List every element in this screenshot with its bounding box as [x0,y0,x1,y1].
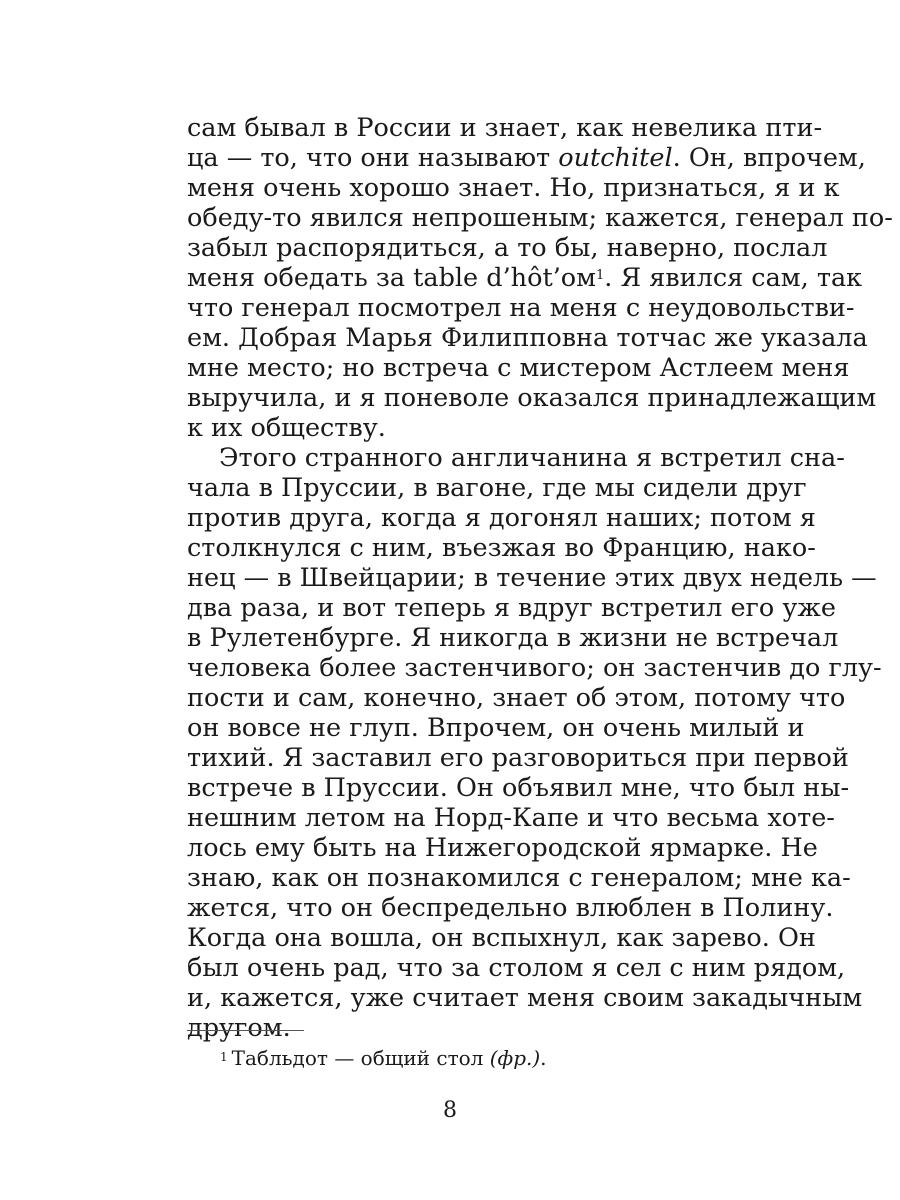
footnote-reference[interactable]: 1 [596,268,605,283]
text-line: нешним летом на Норд-Капе и что весьма хоте- [187,803,835,833]
text-line: меня обедать за table $d’hôt’ом^1$. Я явился сам, так [187,263,863,293]
text-line: другом. [187,1013,291,1043]
text-line: он вовсе не глуп. Впрочем, он очень милый и [187,713,805,743]
text-line: что генерал посмотрел на меня с неудовольстви- [187,293,855,323]
text-line: забыл распорядиться, а то бы, наверно, послал [187,233,828,263]
italic-word: outchitel [558,143,673,173]
text-line: лось ему быть на Нижегородской ярмарке. Не [187,833,818,863]
text-line: в Рулетенбурге. Я никогда в жизни не встречал [187,623,839,653]
footnote-divider [187,1030,304,1031]
footnote-end: . [540,1046,547,1070]
text-line: нец — в Швейцарии; в течение этих двух недель — [187,563,877,593]
page-number: 8 [443,1098,457,1123]
text-line: и, кажется, уже считает меня своим закадычным [187,983,863,1013]
text-line: был очень рад, что за столом я сел с ним рядом, [187,953,846,983]
text-line: жется, что он беспредельно влюблен в Полину. [187,893,834,923]
text-line: против друга, когда я догонял наших; потом я [187,503,816,533]
text-line: к их обществу. [187,413,386,443]
text-line: встрече в Пруссии. Он объявил мне, что был ны- [187,773,850,803]
footnote-marker: 1 [220,1050,228,1064]
text-line: Когда она вошла, он вспыхнул, как зарево. Он [187,923,816,953]
text-line: мне место; но встреча с мистером Астлеем меня [187,353,850,383]
footnote [220,1045,547,1071]
footnote-language: (фр.) [489,1046,541,1070]
text-line: сам бывал в России и знает, как невелика пти- [187,113,823,143]
text-line: чала в Пруссии, в вагоне, где мы сидели друг [187,473,807,503]
text-line: Этого странного англичанина я встретил сна- [219,443,845,473]
text-line: обеду-то явился непрошеным; кажется, генерал по- [187,203,893,233]
text-line: знаю, как он познакомился с генералом; мне ка- [187,863,851,893]
text-line: выручила, и я поневоле оказался принадлежащим [187,383,877,413]
text-line: столкнулся с ним, въезжая во Францию, нако- [187,533,816,563]
text-line: ем. Добрая Марья Филипповна тотчас же указала [187,323,868,353]
footnote-text: Табльдот — общий стол [231,1046,490,1070]
text-line: пости и сам, конечно, знает об этом, потому что [187,683,846,713]
text-line: меня очень хорошо знает. Но, признаться, я и к [187,173,840,203]
text-line: человека более застенчивого; он застенчив до глу- [187,653,882,683]
text-line: тихий. Я заставил его разговориться при первой [187,743,849,773]
text-line: два раза, и вот теперь я вдруг встретил его уже [187,593,836,623]
text-line: ца — то, что они называют outchitel. Он, впрочем, [187,143,866,173]
